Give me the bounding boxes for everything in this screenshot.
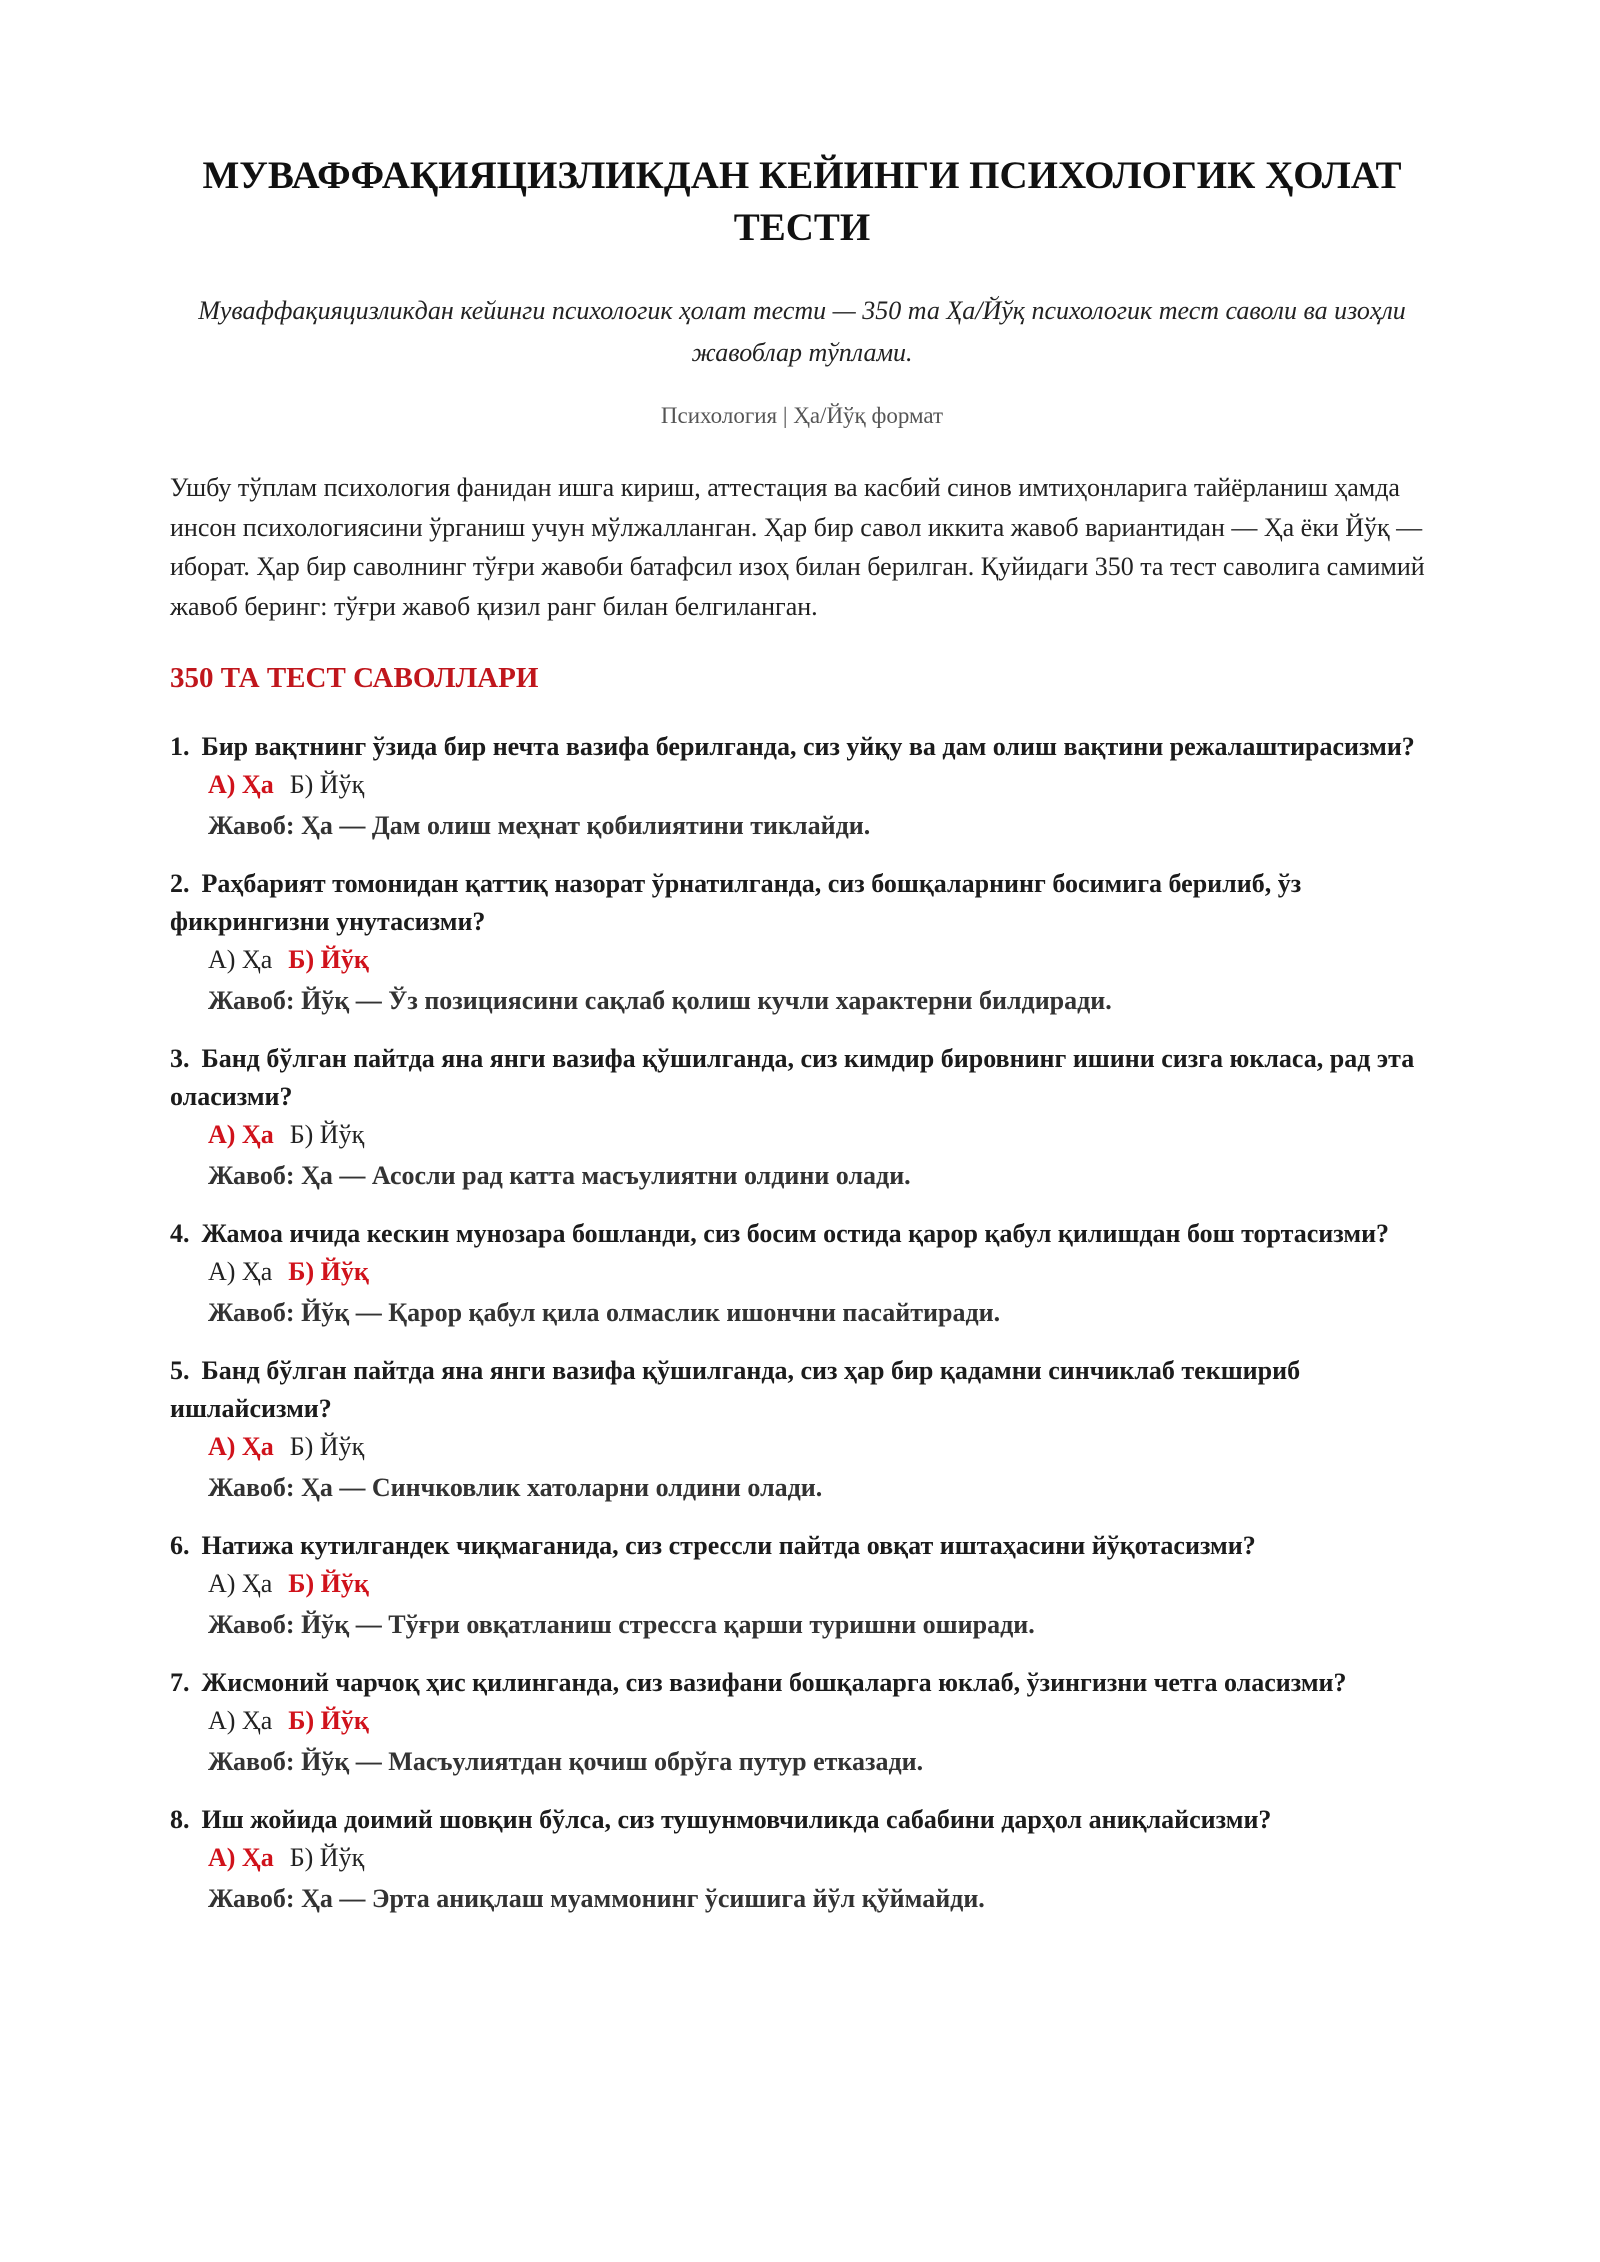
question-number: 2.	[170, 869, 190, 898]
option-b: Б) Йўқ	[289, 1120, 365, 1149]
question-item	[170, 1527, 1434, 1644]
document-intro: Ушбу тўплам психология фанидан ишга кириш, аттестация ва касбий синов имтиҳонларига тайёрланиш ҳамда инсон психологиясини ўрганиш учун мўлжалланган. Ҳар бир савол иккита жавоб вариантидан — Ҳа ёки Йўқ — иборат. Ҳар бир саволнинг тўғри жавоби батафсил изоҳ билан берилган. Қуйидаги 350 та тест саволига самимий жавоб беринг: тўғри жавоб қизил ранг билан белгиланган.	[170, 473, 1425, 621]
question-body: Банд бўлган пайтда яна янги вазифа қўшилганда, сиз кимдир бировнинг ишини сизга юкласа, рад эта оласизми?	[170, 1044, 1415, 1111]
question-item	[170, 865, 1434, 1020]
document-subtitle: Муваффақияцизликдан кейинги психологик ҳолат тести — 350 та Ҳа/Йўқ психологик тест саволи ва изоҳли жавоблар тўплами.	[198, 296, 1406, 367]
answer-options	[208, 1702, 1434, 1740]
option-a: А) Ҳа	[208, 770, 274, 799]
option-b: Б) Йўқ	[288, 1569, 369, 1598]
document-title: МУВАФФАҚИЯЦИЗЛИКДАН КЕЙИНГИ ПСИХОЛОГИК ҲОЛАТ ТЕСТИ	[202, 154, 1402, 249]
question-item	[170, 1215, 1434, 1332]
question-text	[170, 1801, 1434, 1839]
option-b: Б) Йўқ	[288, 1257, 369, 1286]
option-a: А) Ҳа	[208, 1706, 273, 1735]
answer-options	[208, 1839, 1434, 1877]
question-number: 1.	[170, 732, 190, 761]
question-number: 8.	[170, 1805, 190, 1834]
question-item	[170, 1352, 1434, 1507]
answer-options	[208, 941, 1434, 979]
question-item	[170, 1801, 1434, 1918]
question-list	[170, 728, 1434, 1918]
question-item	[170, 728, 1434, 845]
answer-options	[208, 1565, 1434, 1603]
question-text	[170, 1040, 1434, 1116]
answer-options	[208, 1428, 1434, 1466]
section-heading: 350 ТА ТЕСТ САВОЛЛАРИ	[170, 662, 539, 694]
document-page	[170, 150, 1434, 1938]
question-body: Жамоа ичида кескин мунозара бошланди, сиз босим остида қарор қабул қилишдан бош тортасизми?	[201, 1219, 1390, 1248]
option-a: А) Ҳа	[208, 1569, 273, 1598]
answer-explanation: Жавоб: Йўқ — Ўз позициясини сақлаб қолиш кучли характерни билдиради.	[208, 986, 1112, 1015]
question-body: Жисмоний чарчоқ ҳис қилинганда, сиз вазифани бошқаларга юклаб, ўзингизни четга оласизми?	[201, 1668, 1347, 1697]
answer-explanation: Жавоб: Йўқ — Масъулиятдан қочиш обрўга путур етказади.	[208, 1747, 924, 1776]
question-text	[170, 1664, 1434, 1702]
question-item	[170, 1040, 1434, 1195]
document-meta: Психология | Ҳа/Йўқ формат	[660, 403, 944, 428]
answer-options	[208, 1253, 1434, 1291]
question-text	[170, 1215, 1434, 1253]
option-a: А) Ҳа	[208, 1432, 274, 1461]
answer-explanation: Жавоб: Йўқ — Қарор қабул қила олмаслик ишончни пасайтиради.	[208, 1298, 1001, 1327]
option-a: А) Ҳа	[208, 1120, 274, 1149]
question-item	[170, 1664, 1434, 1781]
question-text	[170, 728, 1434, 766]
question-text	[170, 1352, 1434, 1428]
question-text	[170, 1527, 1434, 1565]
question-body: Банд бўлган пайтда яна янги вазифа қўшилганда, сиз ҳар бир қадамни синчиклаб текшириб ишлайсизми?	[170, 1356, 1301, 1423]
answer-explanation: Жавоб: Ҳа — Дам олиш меҳнат қобилиятини тиклайди.	[208, 811, 871, 840]
option-a: А) Ҳа	[208, 945, 273, 974]
answer-explanation: Жавоб: Ҳа — Синчковлик хатоларни олдини олади.	[208, 1473, 823, 1502]
question-number: 7.	[170, 1668, 190, 1697]
question-number: 5.	[170, 1356, 190, 1385]
answer-explanation: Жавоб: Ҳа — Асосли рад катта масъулиятни олдини олади.	[208, 1161, 911, 1190]
option-b: Б) Йўқ	[288, 945, 369, 974]
question-number: 4.	[170, 1219, 190, 1248]
option-b: Б) Йўқ	[289, 770, 365, 799]
question-body: Раҳбарият томонидан қаттиқ назорат ўрнатилганда, сиз бошқаларнинг босимига берилиб, ўз фикрингизни унутасизми?	[170, 869, 1302, 936]
option-b: Б) Йўқ	[288, 1706, 369, 1735]
answer-options	[208, 1116, 1434, 1154]
question-text	[170, 865, 1434, 941]
question-body: Натижа кутилгандек чиқмаганида, сиз стрессли пайтда овқат иштаҳасини йўқотасизми?	[201, 1531, 1256, 1560]
option-a: А) Ҳа	[208, 1257, 273, 1286]
question-number: 3.	[170, 1044, 190, 1073]
answer-explanation: Жавоб: Ҳа — Эрта аниқлаш муаммонинг ўсишига йўл қўймайди.	[208, 1884, 985, 1913]
question-body: Иш жойида доимий шовқин бўлса, сиз тушунмовчиликда сабабини дарҳол аниқлайсизми?	[201, 1805, 1272, 1834]
option-b: Б) Йўқ	[289, 1843, 365, 1872]
answer-options	[208, 766, 1434, 804]
question-number: 6.	[170, 1531, 190, 1560]
option-a: А) Ҳа	[208, 1843, 274, 1872]
option-b: Б) Йўқ	[289, 1432, 365, 1461]
answer-explanation: Жавоб: Йўқ — Тўғри овқатланиш стрессга қарши туришни оширади.	[208, 1610, 1035, 1639]
question-body: Бир вақтнинг ўзида бир нечта вазифа берилганда, сиз уйқу ва дам олиш вақтини режалаштирасизми?	[201, 732, 1415, 761]
